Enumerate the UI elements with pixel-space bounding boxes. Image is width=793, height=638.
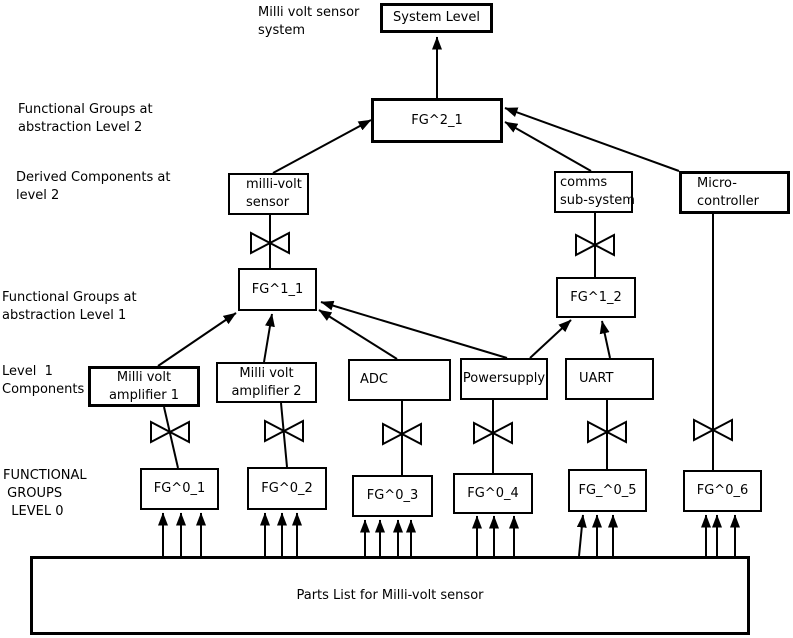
side-label-fg-level2-line: Functional Groups at <box>18 102 153 117</box>
edge-amp2-fg1_1-arrow <box>264 314 272 362</box>
edge-micro_controller-fg2_1-arrow <box>505 108 679 171</box>
edge-parts_list-fg0_5-arrow <box>579 515 583 556</box>
side-label-title <box>258 4 359 40</box>
side-label-fg-level0-line: GROUPS <box>3 486 63 501</box>
side-label-fg-level0-line: FUNCTIONAL <box>3 468 87 483</box>
node-uart <box>565 358 654 400</box>
edge-powersupply-fg1_1-arrow <box>321 302 507 358</box>
side-label-derived-level2 <box>16 169 170 205</box>
node-parts_list-label: Parts List for Milli-volt sensor <box>296 587 484 603</box>
node-fg0_3 <box>352 475 433 517</box>
side-label-title-line: system <box>258 23 305 38</box>
node-mv_sensor-label: sensor <box>246 195 290 210</box>
node-adc <box>348 359 451 401</box>
side-label-fg-level0-line: LEVEL 0 <box>3 504 64 519</box>
node-fg0_4-label: FG^0_4 <box>467 485 519 501</box>
node-fg1_2-label: FG^1_2 <box>570 289 622 305</box>
node-comms_subsystem <box>554 171 633 213</box>
node-fg2_1-label: FG^2_1 <box>411 112 463 128</box>
edge-comms_subsystem-fg2_1-arrow <box>505 122 591 171</box>
node-fg1_2 <box>556 277 636 318</box>
node-amp2-label: amplifier 2 <box>231 383 302 399</box>
node-amp1-label: amplifier 1 <box>108 387 180 403</box>
side-label-fg-level0 <box>3 467 87 521</box>
node-amp2 <box>216 362 317 403</box>
node-amp1-label: Milli volt <box>116 369 172 385</box>
side-label-level1-components-line: Components <box>2 382 85 397</box>
node-amp1 <box>88 366 200 407</box>
node-micro_controller-label: Micro- <box>697 175 737 191</box>
bowtie-connector-icon <box>151 422 189 442</box>
node-uart-label: UART <box>579 371 614 386</box>
edge-powersupply-fg1_2-arrow <box>530 320 571 358</box>
side-label-level1-components <box>2 363 84 399</box>
node-powersupply <box>460 358 548 400</box>
node-fg0_4 <box>453 473 533 514</box>
side-label-fg-level2 <box>18 101 153 137</box>
side-label-fg-level1-line: abstraction Level 1 <box>2 308 127 323</box>
side-label-derived-level2-line: Derived Components at <box>16 170 171 185</box>
node-comms_subsystem-label: comms <box>560 175 608 190</box>
side-label-derived-level2-line: level 2 <box>16 188 60 203</box>
node-powersupply-label: Powersupply <box>462 371 546 386</box>
node-fg1_1-label: FG^1_1 <box>251 281 304 297</box>
side-label-level1-components-line: Level 1 <box>2 364 53 379</box>
node-fg0_2 <box>247 467 327 510</box>
node-adc-label: ADC <box>360 372 388 387</box>
node-fg0_5 <box>568 469 647 512</box>
node-comms_subsystem-label: sub-system <box>560 193 635 208</box>
node-fg0_1 <box>140 468 219 510</box>
node-micro_controller <box>679 171 790 214</box>
node-fg0_6-label: FG^0_6 <box>696 483 749 498</box>
node-mv_sensor-label: milli-volt <box>246 177 302 192</box>
edge-amp1-fg0_1 <box>164 407 178 468</box>
side-label-fg-level1 <box>2 289 137 325</box>
node-fg0_2-label: FG^0_2 <box>261 480 313 496</box>
node-amp2-label: Milli volt <box>239 365 294 381</box>
side-label-fg-level1-line: Functional Groups at <box>2 290 137 305</box>
node-fg0_6 <box>683 470 762 512</box>
node-system_level <box>380 3 493 33</box>
node-fg2_1 <box>371 98 503 143</box>
node-fg0_3-label: FG^0_3 <box>366 488 419 503</box>
edge-adc-fg1_1-arrow <box>319 310 397 359</box>
edge-mv_sensor-fg2_1-arrow <box>273 120 371 173</box>
node-system_level-label: System Level <box>393 10 480 25</box>
node-mv_sensor <box>228 173 309 215</box>
node-fg1_1 <box>238 268 317 311</box>
side-label-title-line: Milli volt sensor <box>258 5 360 20</box>
node-fg0_1-label: FG^0_1 <box>153 481 206 496</box>
edge-amp1-fg1_1-arrow <box>158 313 236 366</box>
node-micro_controller-label: controller <box>697 193 760 209</box>
side-label-fg-level2-line: abstraction Level 2 <box>18 120 143 135</box>
node-fg0_5-label: FG_^0_5 <box>578 482 637 498</box>
edge-amp2-fg0_2 <box>281 403 287 467</box>
node-parts_list <box>30 556 750 635</box>
edge-uart-fg1_2-arrow <box>602 321 610 358</box>
